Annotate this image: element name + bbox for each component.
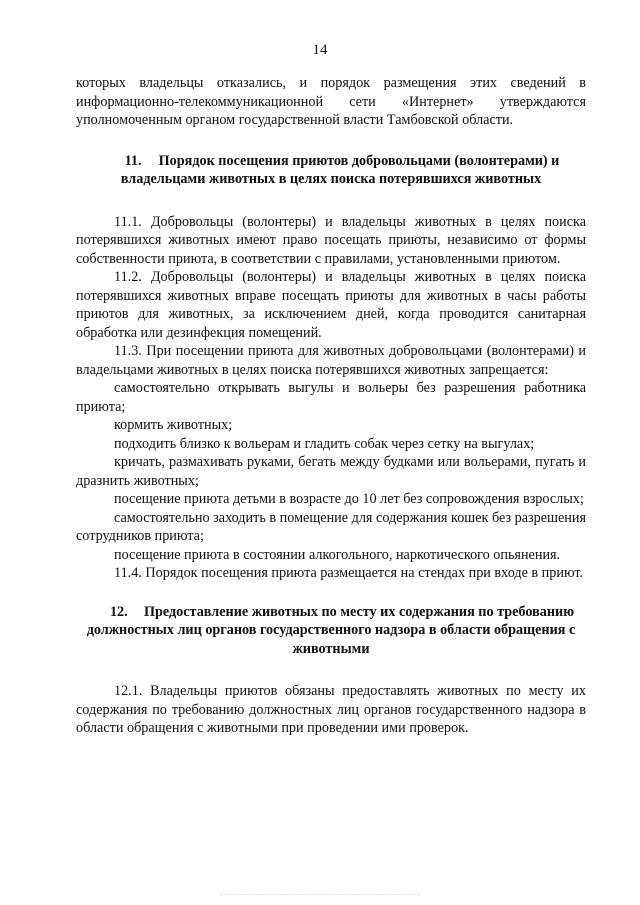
section-12-title: Предоставление животных по месту их содержания по требованию должностных лиц органов государственного надзора в области обращения с животными: [86, 603, 576, 657]
paragraph-12-1: 12.1. Владельцы приютов обязаны предоставлять животных по месту их содержания по требованию должностных лиц органов государственного надзора в области обращения с животными при проведении ими проверок.: [76, 683, 586, 736]
section-12-body: [76, 682, 586, 738]
list-item: подходить близко к вольерам и гладить собак через сетку на выгулах;: [114, 435, 535, 452]
list-item: посещение приюта в состоянии алкогольного, наркотического опьянения.: [114, 546, 561, 563]
paragraph-11-3: 11.3. При посещении приюта для животных добровольцами (волонтерами) и владельцами животных в целях поиска потерявшихся животных запрещается:: [76, 343, 586, 378]
page-number: 14: [312, 42, 328, 58]
list-item: самостоятельно заходить в помещение для содержания кошек без разрешения сотрудников приюта;: [76, 509, 586, 544]
list-item: самостоятельно открывать выгулы и вольеры без разрешения работника приюта;: [76, 380, 586, 415]
intro-paragraph: которых владельцы отказались, и порядок размещения этих сведений в информационно-телекоммуникационной сети «Интернет» утверждаются уполномоченным органом государственной власти Тамбовской области.: [76, 75, 586, 128]
section-11-number: 11.: [124, 152, 142, 169]
section-12-heading: [76, 603, 586, 659]
section-11-body: [76, 213, 586, 583]
list-item: кормить животных;: [114, 417, 233, 433]
section-12: [76, 603, 586, 738]
paragraph-11-4: 11.4. Порядок посещения приюта размещается на стендах при входе в приют.: [114, 565, 584, 581]
list-item: кричать, размахивать руками, бегать между будками или вольерами, пугать и дразнить животных;: [76, 454, 586, 489]
paragraph-11-1: 11.1. Добровольцы (волонтеры) и владельцы животных в целях поиска потерявшихся животных имеют право посещать приюты, независимо от формы собственности приюта, в соответствии с правилами, установленными приютом.: [76, 213, 586, 267]
paragraph-11-2: 11.2. Добровольцы (волонтеры) и владельцы животных в целях поиска потерявшихся животных вправе посещать приюты для животных в часы работы приютов для животных, за исключением дней, когда проводится санитарная обработка или дезинфекция помещений.: [76, 269, 586, 341]
page-content: [76, 74, 586, 738]
section-12-number: 12.: [109, 603, 128, 620]
section-11: [76, 152, 586, 583]
section-11-heading: [76, 152, 586, 189]
section-11-title: Порядок посещения приютов добровольцами (волонтерами) и владельцами животных в целях поиска потерявшихся животных: [120, 152, 560, 187]
scan-artifact-divider: [220, 894, 420, 899]
list-item: посещение приюта детьми в возрасте до 10 лет без сопровождения взрослых;: [114, 491, 584, 507]
